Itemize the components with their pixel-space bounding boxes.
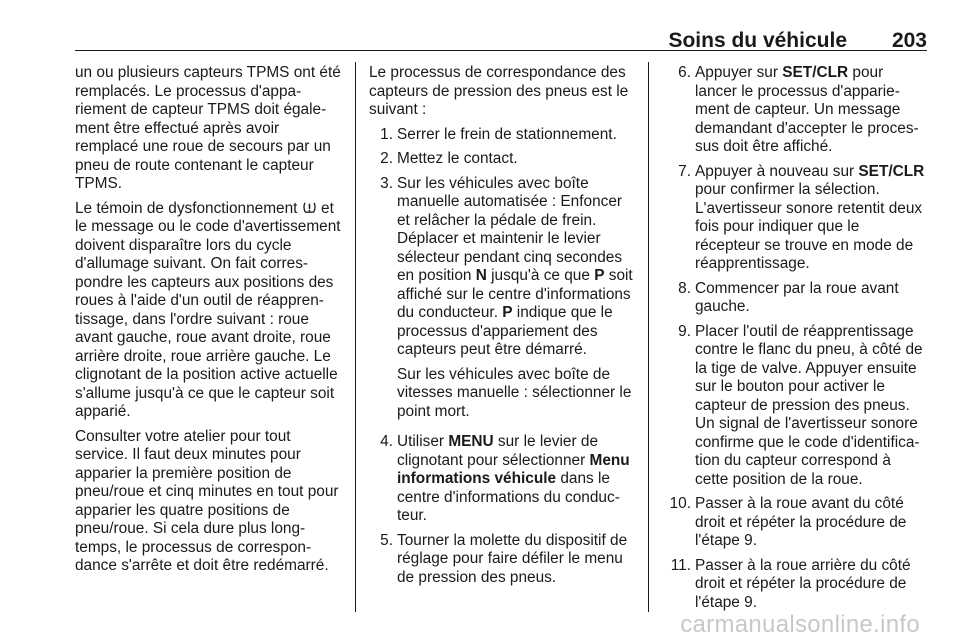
watermark: carmanualsonline.info (680, 611, 920, 638)
step-number: 3. (380, 174, 393, 192)
step-text: Mettez le contact. (397, 150, 518, 167)
step-text: Placer l'outil de réapprentissage contre le flanc du pneu, à côté de la tige de valve. Appuyer ensuite sur le bouton pour activer le capteur de pression des pneus. Un signal de l'avertisseur sonore confirme que le code d'identification du capteur correspond à cette position de la roue. (695, 322, 923, 488)
step-text: Utiliser MENU sur le levier de clignotant pour sélectionner Menu informations véhicule dans le centre d'informations du conducteur. (397, 433, 630, 524)
step-number: 1. (380, 125, 393, 143)
step-number: 4. (380, 433, 393, 450)
step-number: 8. (678, 279, 691, 297)
list-item (663, 495, 928, 551)
step-number: 9. (678, 322, 691, 340)
list-item (369, 532, 634, 588)
step-number: 7. (678, 162, 691, 180)
column-divider (355, 62, 356, 612)
section-title: Soins du véhicule (668, 29, 847, 52)
column-divider (648, 62, 649, 612)
page-header (75, 28, 927, 56)
list-item (369, 433, 634, 526)
step-text: Passer à la roue arrière du côté droit et répéter la procédure de l'étape 9. (695, 556, 911, 611)
step-number: 2. (380, 150, 393, 167)
step-text: Sur les véhicules avec boîte manuelle automatisée : Enfoncer et relâcher la pédale de frein. Déplacer et maintenir le levier sélecteur pendant cinq secondes en position N jusqu'à ce que P soit affiché sur le centre d'informations du conducteur. P indique que le processus d'appariement des capteurs peut être démarré. Sur les véhicules avec boîte de vitesses manuelle : sélectionner le point mort. (397, 174, 633, 420)
step-text: Appuyer à nouveau sur SET/CLR pour confirmer la sélection. L'avertisseur sonore retentit deux fois pour indiquer que le récepteur se trouve en mode de réapprentissage. (695, 162, 925, 272)
step-text: Serrer le frein de stationnement. (397, 125, 617, 143)
page-number: 203 (891, 29, 927, 52)
list-item (663, 163, 928, 274)
paragraph: un ou plusieurs capteurs TPMS ont été remplacés. Le processus d'appariement de capteur TPMS doit également être effectué après avoir remplacé une roue de secours par un pneu de route contenant le capteur TPMS. (75, 64, 341, 192)
step-number: 11. (670, 556, 691, 574)
list-item (663, 280, 928, 317)
step-text: Commencer par la roue avant gauche. (695, 279, 899, 315)
column-right (663, 64, 928, 618)
column-left (75, 64, 343, 582)
step-number: 10. (669, 495, 691, 512)
list-item (663, 64, 928, 157)
list-item (369, 175, 634, 428)
paragraph: Le témoin de dysfonctionnement et le message ou le code d'avertissement doivent disparaître lors du cycle d'allumage suivant. On fait correspondre les capteurs aux positions des roues à l'aide d'un outil de réapprentissage, dans l'ordre suivant : roue avant gauche, roue avant droite, roue arrière droite, roue arrière gauche. Le clignotant de la position active actuelle s'allume jusqu'à ce que le capteur soit apparié. (75, 199, 341, 420)
list-item (369, 126, 634, 145)
list-item (663, 557, 928, 613)
step-number: 5. (380, 531, 393, 549)
step-number: 6. (678, 64, 691, 81)
list-item (369, 150, 634, 169)
step-text: Passer à la roue avant du côté droit et répéter la procédure de l'étape 9. (695, 495, 907, 549)
tpms-warning-icon (302, 200, 317, 215)
list-item (663, 323, 928, 490)
step-subparagraph: Sur les véhicules avec boîte de vitesses manuelle : sélectionner le point mort. (397, 365, 632, 420)
paragraph: Consulter votre atelier pour tout service. Il faut deux minutes pour apparier la première position de pneu/roue et cinq minutes en tout pour apparier les quatre positions de pneu/roue. Si cela dure plus longtemps, le processus de correspondance s'arrête et doit être redémarré. (75, 427, 339, 574)
header-divider (75, 50, 927, 51)
step-text: Appuyer sur SET/CLR pour lancer le processus d'appariement de capteur. Un message demandant d'accepter le processus doit être affiché. (695, 64, 919, 155)
step-text: Tourner la molette du dispositif de réglage pour faire défiler le menu de pression des pneus. (397, 531, 628, 586)
column-middle (369, 64, 634, 593)
intro-paragraph: Le processus de correspondance des capteurs de pression des pneus est le suivant : (369, 64, 629, 118)
